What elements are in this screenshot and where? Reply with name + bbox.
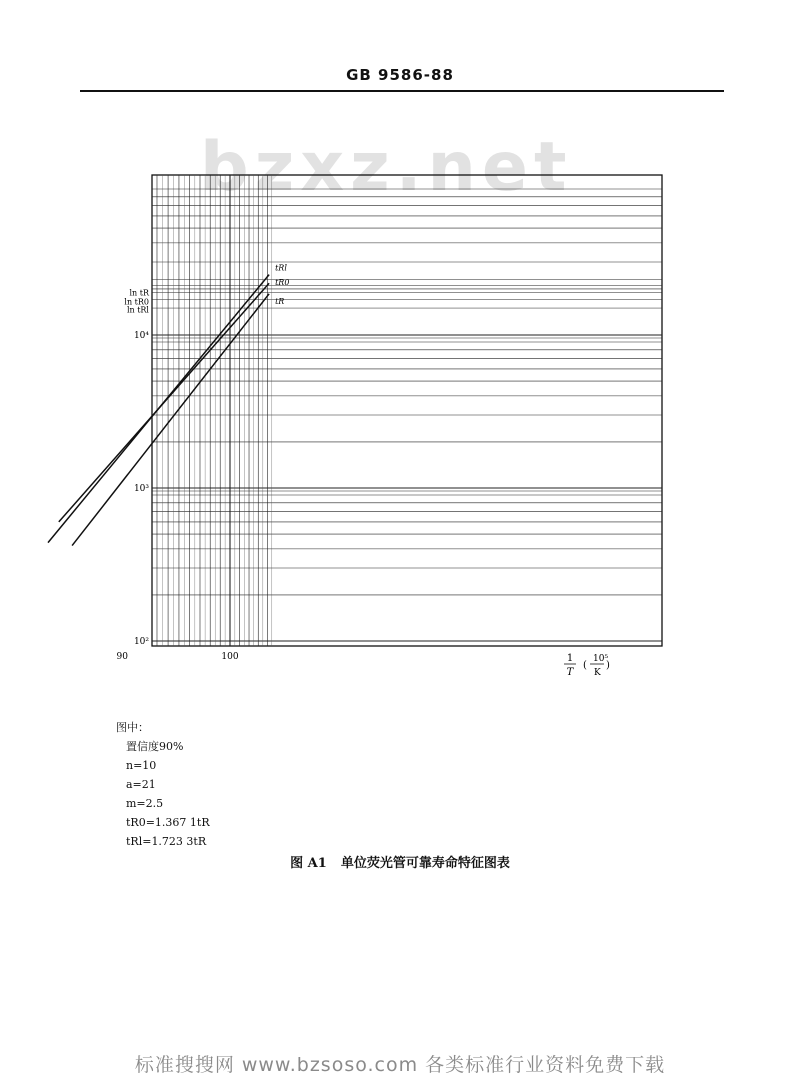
- series-label-tR: tR: [275, 296, 285, 306]
- x-axis-label-unit-open: (: [583, 660, 587, 671]
- chart-ticks: [0, 288, 239, 662]
- page-header: GB 9586-88: [346, 66, 454, 84]
- x-axis-label-numerator: 1: [566, 653, 574, 664]
- note-a: a=21: [126, 778, 156, 791]
- chart-grid: [152, 175, 662, 646]
- y-marker-label: ln tR: [129, 288, 149, 298]
- y-tick-label: 10⁴: [133, 331, 149, 341]
- x-tick-label: 100: [221, 652, 239, 662]
- x-axis-label: [564, 653, 610, 678]
- figure-caption: [0, 852, 800, 871]
- x-tick-label: 90: [116, 652, 128, 662]
- note-tr0: tR0=1.367 1tR: [126, 816, 210, 829]
- notes-title: 图中：: [116, 721, 149, 734]
- x-axis-label-denominator: T: [566, 667, 574, 678]
- x-axis-label-unit-numerator: 10⁵: [593, 654, 609, 664]
- y-tick-label: 10³: [133, 484, 149, 494]
- plot-frame: [152, 175, 662, 646]
- chart-series: [48, 264, 289, 546]
- figure-caption-text: 单位荧光管可靠寿命特征图表: [340, 856, 510, 871]
- y-marker-label: ln tR0: [124, 297, 149, 307]
- note-confidence: 置信度90%: [126, 740, 184, 753]
- note-m: m=2.5: [126, 797, 164, 810]
- page-footer: 标准搜搜网 www.bzsoso.com 各类标准行业资料免费下载: [134, 1054, 666, 1076]
- x-axis-label-unit-close: ): [606, 660, 610, 671]
- figure-caption-label: 图 A1: [290, 856, 327, 871]
- y-tick-label: 10²: [133, 637, 149, 647]
- note-n: n=10: [126, 759, 157, 772]
- series-label-tR0: tR0: [275, 278, 290, 288]
- series-label-tRl: tRl: [275, 263, 287, 273]
- series-line-tR0: [59, 283, 269, 522]
- watermark: bzxz.net: [200, 128, 573, 207]
- chart-notes: [116, 718, 210, 851]
- y-marker-label: ln tRl: [126, 305, 149, 315]
- note-trl: tRl=1.723 3tR: [126, 835, 207, 848]
- x-axis-label-unit-denominator: K: [594, 668, 601, 678]
